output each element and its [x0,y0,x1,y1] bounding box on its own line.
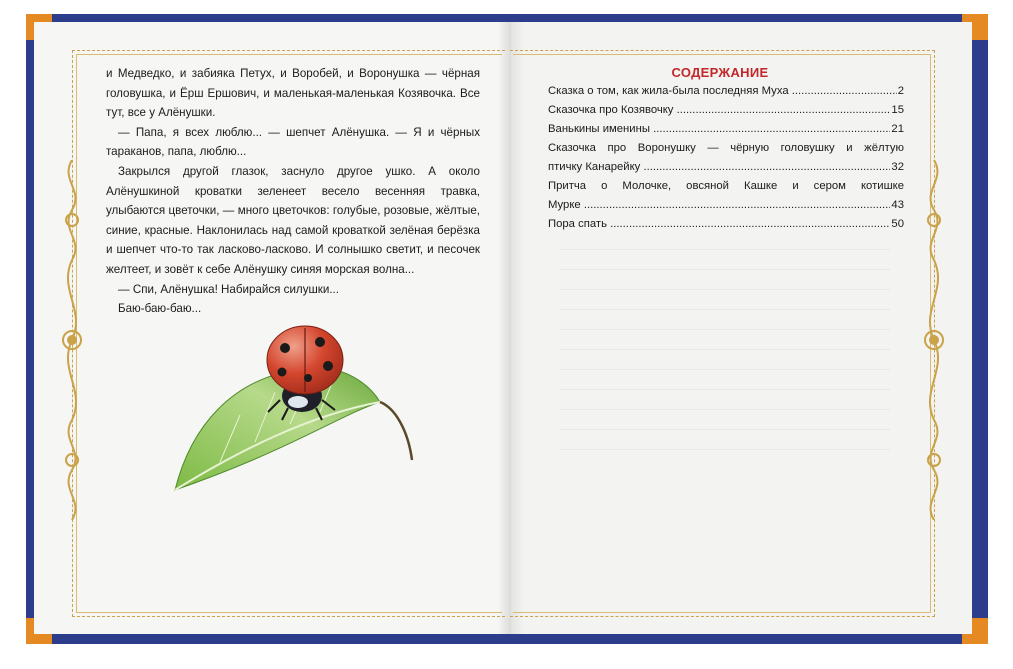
toc-entry-title: Пора спать ..... [548,215,890,234]
story-text [106,64,480,319]
toc-entry-title: Ванькины именины ..... [548,120,890,139]
left-scroll-ornament [58,160,86,520]
toc-title: СОДЕРЖАНИЕ [671,65,769,80]
toc-entry-title: Сказочка про Козявочку ..... [548,101,890,120]
toc-entry[interactable] [548,139,904,177]
toc-entry-page: 15 [891,104,904,116]
toc-entry-page: 32 [891,161,904,173]
table-of-contents [548,82,904,234]
toc-entry[interactable] [548,177,904,215]
story-paragraph: Баю-баю-баю... [118,302,202,316]
toc-entry-page: 50 [891,218,904,230]
toc-entry-title: Сказка о том, как жила-была последняя Муха ..... [548,82,897,101]
story-paragraph: — Папа, я всех люблю... — шепчет Алёнушка. — Я и чёрных тараканов, папа, люблю... [106,125,480,159]
toc-entry[interactable] [548,120,904,139]
toc-entry-page: 43 [891,199,904,211]
toc-entry-title-continued: Мурке ..... [548,196,890,215]
show-through-ghost [560,230,890,450]
toc-entry-title: Сказочка про Воронушку — чёрную головушку и жёлтую [548,142,904,154]
story-paragraph: и Медведко, и забияка Петух, и Воробей, и Воронушка — чёрная головушка, и Ёрш Ершович, и маленькая-маленькая Козявочка. Все тут, все у Алёнушки. [106,67,480,120]
ladybug-illustration [170,320,420,495]
toc-entry-title: Притча о Молочке, овсяной Кашке и сером котишке [548,180,904,192]
toc-entry-title-continued: птичку Канарейку ..... [548,158,890,177]
toc-entry-page: 21 [891,123,904,135]
story-paragraph: — Спи, Алёнушка! Набирайся силушки... [118,282,340,296]
toc-entry[interactable] [548,82,904,101]
story-paragraph: Закрылся другой глазок, заснуло другое ушко. А около Алёнушкиной кроватки зеленеет весело весенняя травка, улыбаются цветочки, — много цветочков: голубые, розовые, жёлтые, синие, красные. Наклонилась над самой кроваткой зелёная берёзка и шепчет что-то так ласково-ласково. И солнышко светит, и песочек желтеет, и зовёт к себе Алёнушку синяя морская волна... [106,164,480,276]
right-scroll-ornament [920,160,948,520]
toc-entry-page: 2 [897,85,904,97]
toc-entry[interactable] [548,101,904,120]
